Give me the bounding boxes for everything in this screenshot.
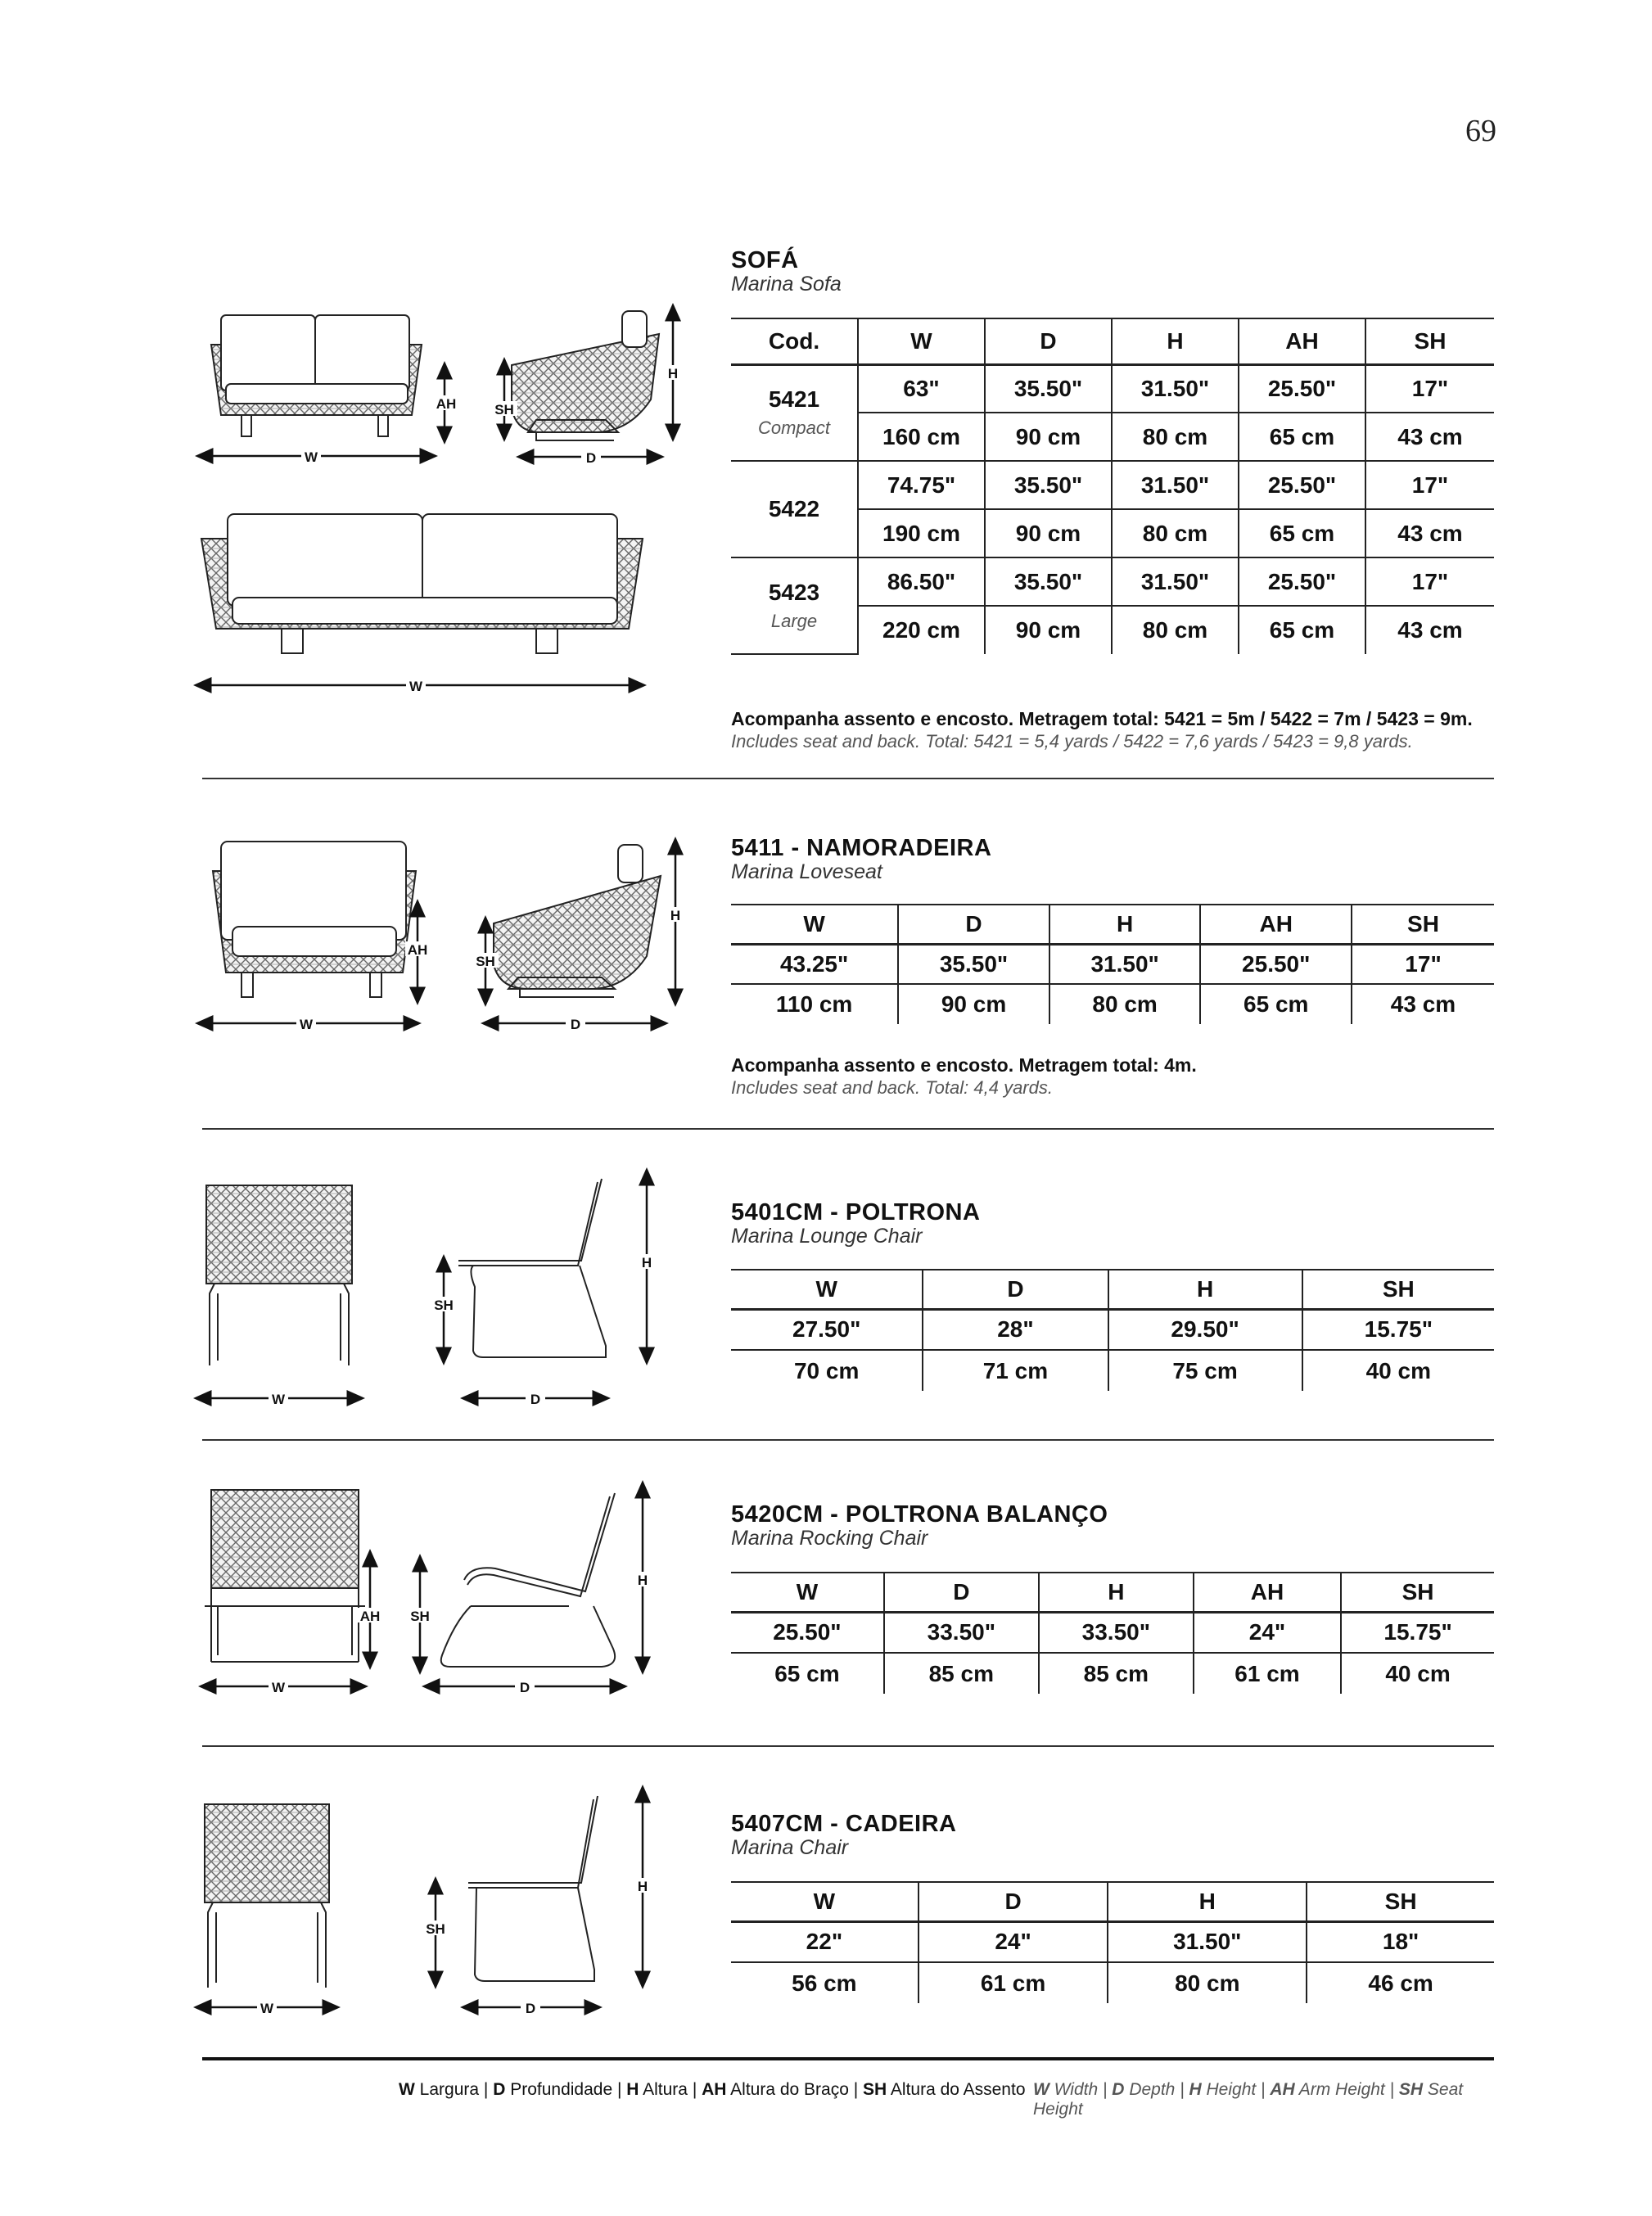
table-header: H (1112, 318, 1239, 364)
table-cell: 86.50" (858, 557, 985, 606)
table-cell: 85 cm (1039, 1653, 1194, 1694)
table-header: SH (1307, 1882, 1494, 1921)
legend-portuguese: W Largura | D Profundidade | H Altura | AH Altura do Braço | SH Altura do Assento (399, 2080, 1026, 2099)
dim-label-w: W (299, 1017, 314, 1032)
table-header: H (1108, 1882, 1307, 1921)
lounge-chair-subtitle: Marina Lounge Chair (731, 1225, 923, 1248)
table-row (731, 1921, 1494, 1962)
chair-side-drawing (426, 1788, 659, 2021)
table-cell: 24" (1194, 1612, 1341, 1653)
table-cell: 18" (1307, 1921, 1494, 1962)
table-row (731, 1612, 1494, 1653)
sofa-note-pt: Acompanha assento e encosto. Metragem total: 5421 = 5m / 5422 = 7m / 5423 = 9m. (731, 708, 1473, 729)
code-cell (731, 461, 858, 557)
lounge-chair-front-drawing (196, 1179, 368, 1412)
lounge-chair-spec-table (731, 1269, 1494, 1391)
rocking-chair-side-drawing (405, 1483, 667, 1704)
dim-label-w: W (271, 1680, 286, 1695)
table-row (731, 1309, 1494, 1350)
table-cell: 71 cm (923, 1350, 1108, 1391)
table-header: D (898, 905, 1049, 944)
table-cell: 65 cm (1239, 509, 1365, 557)
table-row (731, 1350, 1494, 1391)
table-cell: 31.50" (1049, 944, 1201, 984)
table-cell: 25.50" (1200, 944, 1352, 984)
table-cell: 80 cm (1112, 413, 1239, 461)
dim-label-w: W (260, 2001, 274, 2016)
table-cell: 90 cm (985, 509, 1112, 557)
dim-label-h: H (641, 1255, 652, 1270)
dim-label-d: D (570, 1017, 581, 1032)
chair-spec-table (731, 1881, 1494, 2003)
section-divider (202, 778, 1494, 779)
table-cell: 43 cm (1390, 991, 1456, 1017)
table-header: SH (1341, 1573, 1494, 1612)
dim-label-h: H (667, 366, 679, 381)
sofa-note-en: Includes seat and back. Total: 5421 = 5,4 yards / 5422 = 7,6 yards / 5423 = 9,8 yards. (731, 731, 1413, 751)
code-cell (731, 557, 858, 654)
table-header: AH (1200, 905, 1352, 944)
table-header: W (731, 1270, 923, 1309)
table-cell: 15.75" (1341, 1612, 1494, 1653)
table-header: SH (1352, 905, 1494, 944)
table-header: AH (1194, 1573, 1341, 1612)
lounge-chair-title: 5401CM - POLTRONA (731, 1199, 981, 1225)
table-cell: 43 cm (1397, 617, 1463, 643)
sofa-side-drawing (494, 309, 696, 477)
table-header: W (731, 905, 898, 944)
table-header: W (731, 1573, 884, 1612)
rocking-chair-spec-table (731, 1572, 1494, 1694)
dim-label-d: D (519, 1680, 530, 1695)
table-cell: 65 cm (1239, 413, 1365, 461)
table-cell: 90 cm (985, 413, 1112, 461)
table-cell: 17" (1365, 557, 1494, 606)
dim-label-h: H (637, 1573, 648, 1588)
table-cell: 33.50" (1039, 1612, 1194, 1653)
dim-label-w: W (271, 1392, 286, 1407)
table-cell: 43.25" (731, 944, 898, 984)
table-cell: 17" (1365, 364, 1494, 413)
dim-label-sh: SH (410, 1609, 430, 1624)
table-row (731, 1962, 1494, 2003)
table-header: SH (1365, 318, 1494, 364)
loveseat-spec-table (731, 904, 1494, 1024)
table-cell: 17" (1365, 461, 1494, 509)
table-cell: 40 cm (1365, 1357, 1432, 1383)
table-cell: 29.50" (1108, 1309, 1302, 1350)
product-code: 5421 (768, 386, 820, 413)
table-cell: 24" (919, 1921, 1108, 1962)
table-cell: 31.50" (1112, 461, 1239, 509)
table-cell: 22" (731, 1921, 919, 1962)
table-cell: 27.50" (731, 1309, 923, 1350)
table-cell: 31.50" (1112, 557, 1239, 606)
table-header: AH (1239, 318, 1365, 364)
dim-label-ah: AH (436, 396, 457, 412)
table-cell: 65 cm (1200, 984, 1352, 1024)
table-cell: 63" (858, 364, 985, 413)
table-cell: 65 cm (1239, 606, 1365, 654)
loveseat-note-en: Includes seat and back. Total: 4,4 yards. (731, 1077, 1053, 1098)
table-header: H (1049, 905, 1201, 944)
table-cell: 25.50" (731, 1612, 884, 1653)
section-divider (202, 1439, 1494, 1441)
footer-divider (202, 2057, 1494, 2060)
table-cell: 65 cm (731, 1653, 884, 1694)
loveseat-title: 5411 - NAMORADEIRA (731, 835, 992, 861)
table-header: W (858, 318, 985, 364)
table-header: D (884, 1573, 1039, 1612)
dim-label-h: H (670, 908, 681, 923)
table-row (731, 364, 1494, 413)
table-cell: 43 cm (1365, 509, 1494, 557)
code-cell (731, 364, 858, 461)
table-cell: 85 cm (884, 1653, 1039, 1694)
table-cell: 80 cm (1049, 984, 1201, 1024)
product-size: Large (770, 611, 818, 631)
dim-label-ah: AH (359, 1609, 381, 1624)
table-row (731, 557, 1494, 606)
table-cell: 25.50" (1239, 364, 1365, 413)
sofa-large-front-drawing (196, 514, 655, 698)
table-cell: 70 cm (731, 1350, 923, 1391)
dim-label-d: D (585, 450, 597, 466)
table-cell: 90 cm (985, 606, 1112, 654)
product-code: 5422 (768, 496, 820, 521)
table-cell: 74.75" (858, 461, 985, 509)
sofa-subtitle: Marina Sofa (731, 273, 842, 296)
table-header: W (731, 1882, 919, 1921)
table-cell: 33.50" (884, 1612, 1039, 1653)
chair-subtitle: Marina Chair (731, 1836, 849, 1859)
dim-label-sh: SH (494, 402, 514, 417)
table-cell: 15.75" (1302, 1309, 1494, 1350)
rocking-chair-subtitle: Marina Rocking Chair (731, 1527, 928, 1550)
dim-label-ah: AH (407, 942, 428, 958)
table-header: H (1039, 1573, 1194, 1612)
table-cell: 28" (923, 1309, 1108, 1350)
table-cell: 35.50" (985, 364, 1112, 413)
rocking-chair-front-drawing (196, 1483, 385, 1704)
table-cell: 110 cm (731, 984, 898, 1024)
table-cell: 61 cm (919, 1962, 1108, 2003)
section-divider (202, 1745, 1494, 1747)
table-cell: 56 cm (731, 1962, 919, 2003)
loveseat-note-pt: Acompanha assento e encosto. Metragem total: 4m. (731, 1054, 1197, 1076)
table-cell: 31.50" (1108, 1921, 1307, 1962)
loveseat-front-drawing (196, 842, 442, 1038)
sofa-spec-table (731, 318, 1494, 655)
table-cell: 25.50" (1239, 557, 1365, 606)
sofa-title: SOFÁ (731, 247, 799, 273)
table-cell: 35.50" (985, 557, 1112, 606)
table-cell: 31.50" (1112, 364, 1239, 413)
legend-english: W Width | D Depth | H Height | AH Arm Height | SH Seat Height (1033, 2080, 1464, 2119)
table-header: H (1108, 1270, 1302, 1309)
table-header: D (919, 1882, 1108, 1921)
dim-label-d: D (525, 2001, 536, 2016)
chair-title: 5407CM - CADEIRA (731, 1811, 957, 1837)
table-cell: 80 cm (1108, 1962, 1307, 2003)
loveseat-side-drawing (476, 842, 692, 1038)
table-row (731, 944, 1494, 984)
section-divider (202, 1128, 1494, 1130)
page-number: 69 (1465, 114, 1496, 148)
table-cell: 40 cm (1385, 1660, 1451, 1686)
table-cell: 190 cm (858, 509, 985, 557)
dim-label-sh: SH (426, 1921, 445, 1937)
table-cell: 160 cm (858, 413, 985, 461)
table-header: Cod. (731, 318, 858, 364)
sofa-compact-front-drawing (196, 315, 457, 479)
product-size: Compact (757, 417, 831, 439)
lounge-chair-side-drawing (434, 1172, 667, 1410)
product-code: 5423 (768, 580, 820, 605)
dim-label-w: W (408, 679, 423, 694)
rocking-chair-title: 5420CM - POLTRONA BALANÇO (731, 1501, 1108, 1528)
table-row (731, 1653, 1494, 1694)
table-row (731, 984, 1494, 1024)
table-cell: 75 cm (1108, 1350, 1302, 1391)
table-cell: 35.50" (898, 944, 1049, 984)
table-cell: 61 cm (1194, 1653, 1341, 1694)
table-header: D (923, 1270, 1108, 1309)
dim-label-d: D (530, 1392, 541, 1407)
dim-label-sh: SH (476, 954, 495, 969)
table-cell: 25.50" (1239, 461, 1365, 509)
table-header: SH (1302, 1270, 1494, 1309)
table-cell: 46 cm (1368, 1970, 1433, 1996)
table-cell: 17" (1352, 944, 1494, 984)
dim-label-sh: SH (434, 1298, 454, 1313)
dim-label-h: H (637, 1879, 648, 1894)
table-header: D (985, 318, 1112, 364)
table-cell: 80 cm (1112, 509, 1239, 557)
table-cell: 43 cm (1365, 413, 1494, 461)
table-cell: 35.50" (985, 461, 1112, 509)
table-cell: 80 cm (1112, 606, 1239, 654)
table-row (731, 461, 1494, 509)
table-cell: 220 cm (858, 606, 985, 654)
table-cell: 90 cm (898, 984, 1049, 1024)
loveseat-subtitle: Marina Loveseat (731, 860, 882, 883)
chair-front-drawing (196, 1798, 344, 2019)
dim-label-w: W (304, 449, 318, 465)
